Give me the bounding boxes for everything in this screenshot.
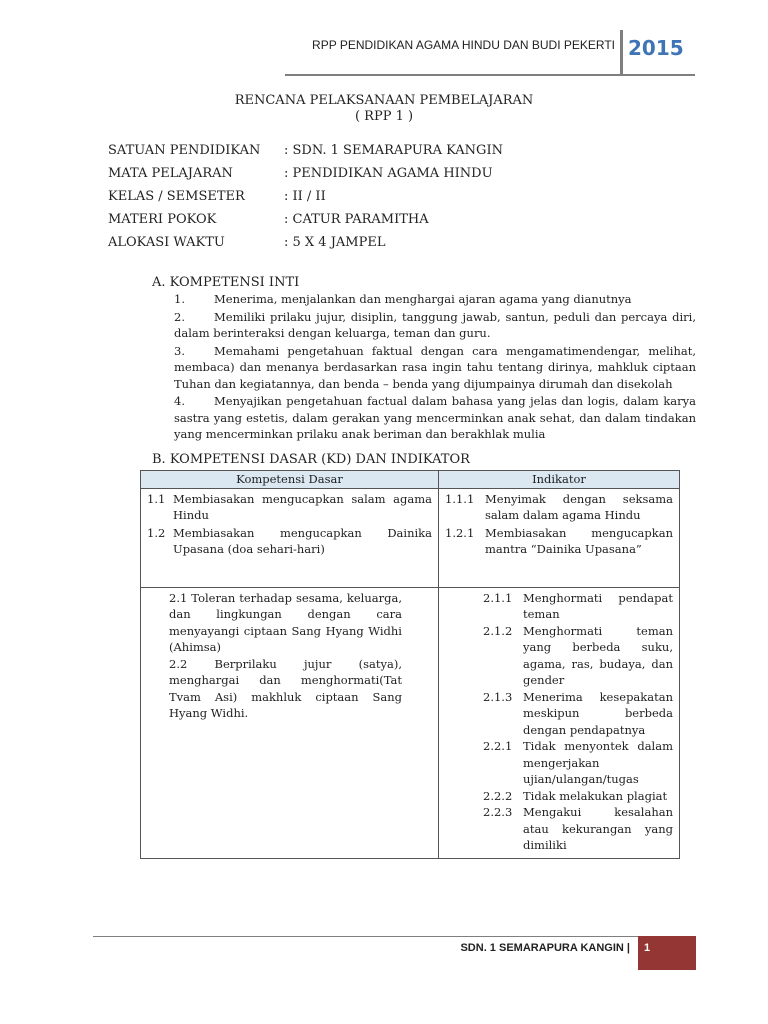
- indikator-text: Menyimak dengan seksama salam dalam agama Hindu: [485, 491, 673, 522]
- kd-text: Membiasakan mengucapkan salam agama Hindu: [173, 491, 432, 522]
- indikator-cell: [439, 488, 680, 587]
- info-label: MATA PELAJARAN: [108, 166, 233, 181]
- indikator-number: 2.1.1: [483, 590, 513, 605]
- header-rule: [285, 74, 695, 76]
- item-number: 3.: [174, 343, 185, 358]
- info-value: : 5 X 4 JAMPEL: [284, 235, 386, 250]
- column-header-indikator: Indikator: [439, 471, 680, 489]
- info-row: [108, 212, 503, 235]
- document-subtitle: ( RPP 1 ): [354, 109, 414, 124]
- info-row: [108, 189, 503, 212]
- column-header-kd: Kompetensi Dasar: [141, 471, 439, 489]
- footer-rule: [93, 936, 695, 937]
- indikator-number: 2.2.1: [483, 739, 513, 753]
- table-header-row: [141, 471, 680, 489]
- item-number: 1.: [174, 292, 185, 306]
- info-value: : II / II: [284, 189, 326, 204]
- info-label: KELAS / SEMSETER: [108, 189, 245, 204]
- info-value: : CATUR PARAMITHA: [284, 212, 429, 227]
- info-value: : SDN. 1 SEMARAPURA KANGIN: [284, 143, 503, 158]
- kd-cell: [141, 587, 439, 858]
- item-text: Memahami pengetahuan faktual dengan cara mengamatimendengar, melihat, membaca) dan menanya berdasarkan rasa ingin tahu tentang dirinya, mahkluk ciptaan Tuhan dan kegiatannya, dan benda – benda yang dijumpainya dirumah dan disekolah: [174, 343, 696, 391]
- indikator-text: Membiasakan mengucapkan mantra “Dainika Upasana”: [485, 525, 673, 556]
- identity-block: [108, 143, 503, 258]
- indikator-item: [483, 804, 673, 854]
- list-item: [174, 393, 696, 443]
- info-row: [108, 143, 503, 166]
- header-title: RPP PENDIDIKAN AGAMA HINDU DAN BUDI PEKERTI: [312, 38, 615, 52]
- indikator-text: Tidak melakukan plagiat: [523, 788, 668, 803]
- info-row: [108, 235, 503, 258]
- kd-item: [147, 491, 432, 524]
- info-row: [108, 166, 503, 189]
- page-number: 1: [644, 942, 651, 954]
- kd-item: 2.1 Toleran terhadap sesama, keluarga, dan lingkungan dengan cara menyayangi ciptaan Sang Hyang Widhi (Ahimsa): [169, 590, 402, 654]
- indikator-item: [483, 590, 673, 623]
- indikator-text: Tidak menyontek dalam mengerjakan ujian/ulangan/tugas: [523, 739, 673, 786]
- item-text: Menerima, menjalankan dan menghargai ajaran agama yang dianutnya: [214, 292, 632, 306]
- indikator-number: 2.1.3: [483, 689, 513, 704]
- indikator-item: [445, 525, 673, 558]
- indikator-number: 2.1.2: [483, 623, 513, 638]
- indikator-text: Menghormati pendapat teman: [523, 590, 673, 621]
- kd-table: [140, 470, 680, 859]
- indikator-number: 2.2.2: [483, 788, 513, 803]
- kompetensi-inti-list: [174, 291, 696, 444]
- header-divider: [620, 30, 623, 76]
- section-a-heading: A. KOMPETENSI INTI: [152, 275, 300, 290]
- indikator-item: [445, 491, 673, 524]
- indikator-text: Menghormati teman yang berbeda suku, agama, ras, budaya, dan gender: [523, 623, 673, 687]
- header-year: 2015: [628, 36, 684, 60]
- indikator-number: 1.1.1: [445, 491, 475, 506]
- indikator-text: Mengakui kesalahan atau kekurangan yang dimiliki: [523, 805, 673, 852]
- kd-number: 1.1: [147, 491, 166, 506]
- indikator-cell: [439, 587, 680, 858]
- info-label: SATUAN PENDIDIKAN: [108, 143, 261, 158]
- document-title: RENCANA PELAKSANAAN PEMBELAJARAN: [234, 93, 534, 108]
- kd-number: 1.2: [147, 525, 166, 540]
- item-text: Menyajikan pengetahuan factual dalam bahasa yang jelas dan logis, dalam karya sastra yang estetis, dalam gerakan yang mencerminkan anak sehat, dan dalam tindakan yang mencerminkan prilaku anak beriman dan berakhlak mulia: [174, 394, 696, 441]
- item-text: Memiliki prilaku jujur, disiplin, tanggung jawab, santun, peduli dan percaya diri, dalam berinteraksi dengan keluarga, teman dan guru.: [174, 309, 696, 340]
- list-item: [174, 291, 696, 308]
- indikator-number: 2.2.3: [483, 805, 513, 819]
- indikator-item: [483, 738, 673, 788]
- kd-item: [147, 525, 432, 558]
- indikator-item: [483, 623, 673, 689]
- kd-text: Membiasakan mengucapkan Dainika Upasana (doa sehari-hari): [173, 525, 432, 556]
- table-row: [141, 488, 680, 587]
- footer-school: SDN. 1 SEMARAPURA KANGIN |: [460, 942, 630, 954]
- item-number: 4.: [174, 394, 185, 408]
- section-b-heading: B. KOMPETENSI DASAR (KD) DAN INDIKATOR: [152, 452, 470, 467]
- table-row: [141, 587, 680, 858]
- indikator-item: [483, 689, 673, 739]
- info-value: : PENDIDIKAN AGAMA HINDU: [284, 166, 493, 181]
- list-item: [174, 309, 696, 342]
- kd-cell: [141, 488, 439, 587]
- kd-item: 2.2 Berprilaku jujur (satya), menghargai dan menghormati(Tat Tvam Asi) makhluk ciptaan Sang Hyang Widhi.: [169, 656, 402, 720]
- item-number: 2.: [174, 309, 185, 324]
- list-item: [174, 343, 696, 393]
- page-number-badge: [638, 936, 696, 970]
- indikator-text: Menerima kesepakatan meskipun berbeda dengan pendapatnya: [523, 689, 673, 737]
- info-label: ALOKASI WAKTU: [108, 235, 225, 250]
- indikator-number: 1.2.1: [445, 525, 475, 540]
- info-label: MATERI POKOK: [108, 212, 217, 227]
- indikator-item: [483, 788, 673, 805]
